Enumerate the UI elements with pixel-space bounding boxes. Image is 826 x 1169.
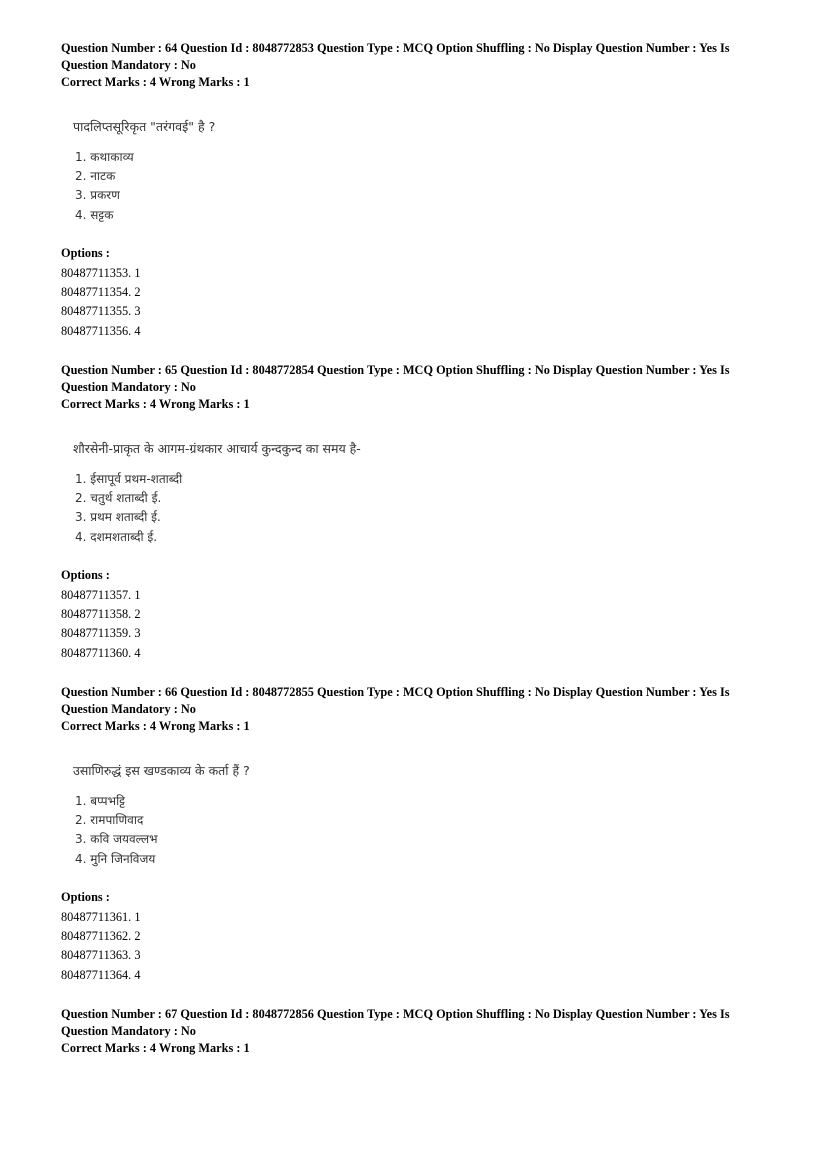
option-id-item: 80487711355. 3 — [61, 304, 141, 319]
choice-item: 2. रामपाणिवाद — [75, 813, 144, 828]
option-id-item: 80487711363. 3 — [61, 948, 141, 963]
options-list — [61, 586, 261, 663]
question-marks: Correct Marks : 4 Wrong Marks : 1 — [61, 75, 250, 89]
question-meta — [61, 684, 730, 735]
question-marks: Correct Marks : 4 Wrong Marks : 1 — [61, 719, 250, 733]
options-label: Options : — [61, 890, 110, 904]
question-text: पादलिप्तसूरिकृत "तरंगवई" है ? — [73, 119, 216, 134]
choice-list — [75, 792, 375, 869]
choice-list — [75, 148, 375, 225]
option-id-item: 80487711360. 4 — [61, 645, 141, 660]
choice-item: 4. सट्टक — [75, 207, 114, 222]
question-meta-line-2: Question Mandatory : No — [61, 58, 196, 72]
question-67 — [61, 1006, 730, 1057]
choice-item: 3. प्रथम शताब्दी ई. — [75, 510, 161, 525]
option-id-item: 80487711356. 4 — [61, 323, 141, 338]
choice-item: 2. नाटक — [75, 169, 116, 184]
question-meta-line-2: Question Mandatory : No — [61, 380, 196, 394]
question-meta-line-1: Question Number : 67 Question Id : 8048772856 Question Type : MCQ Option Shuffling : No Display Question Number : Yes Is — [61, 1007, 730, 1021]
option-id-item: 80487711364. 4 — [61, 967, 141, 982]
choice-list — [75, 470, 375, 547]
option-id-item: 80487711358. 2 — [61, 607, 141, 622]
question-text: शौरसेनी-प्राकृत के आगम-ग्रंथकार आचार्य कुन्दकुन्द का समय है- — [73, 441, 361, 456]
question-meta-line-2: Question Mandatory : No — [61, 1024, 196, 1038]
question-65 — [61, 362, 730, 660]
choice-item: 1. बप्पभट्टि — [75, 794, 126, 808]
question-marks: Correct Marks : 4 Wrong Marks : 1 — [61, 1041, 250, 1055]
option-id-item: 80487711354. 2 — [61, 285, 141, 300]
question-marks: Correct Marks : 4 Wrong Marks : 1 — [61, 397, 250, 411]
choice-item: 4. मुनि जिनविजय — [75, 851, 156, 866]
question-meta-line-2: Question Mandatory : No — [61, 702, 196, 716]
choice-item: 2. चतुर्थ शताब्दी ई. — [75, 491, 162, 506]
options-label: Options : — [61, 246, 110, 260]
question-meta — [61, 1006, 730, 1057]
option-id-item: 80487711359. 3 — [61, 626, 141, 641]
option-id-item: 80487711353. 1 — [61, 266, 141, 280]
question-64 — [61, 40, 730, 338]
options-list — [61, 908, 261, 985]
options-label: Options : — [61, 568, 110, 582]
question-meta-line-1: Question Number : 64 Question Id : 8048772853 Question Type : MCQ Option Shuffling : No Display Question Number : Yes Is — [61, 41, 730, 55]
choice-item: 4. दशमशताब्दी ई. — [75, 529, 158, 544]
option-id-item: 80487711362. 2 — [61, 929, 141, 944]
option-id-item: 80487711361. 1 — [61, 910, 141, 924]
choice-item: 3. प्रकरण — [75, 188, 120, 203]
option-id-item: 80487711357. 1 — [61, 588, 141, 602]
question-meta-line-1: Question Number : 65 Question Id : 8048772854 Question Type : MCQ Option Shuffling : No Display Question Number : Yes Is — [61, 363, 730, 377]
options-list — [61, 264, 261, 341]
question-text: उसाणिरुद्धं इस खण्डकाव्य के कर्ता हैं ? — [73, 763, 250, 778]
question-meta — [61, 362, 730, 413]
question-66 — [61, 684, 730, 982]
question-meta-line-1: Question Number : 66 Question Id : 8048772855 Question Type : MCQ Option Shuffling : No Display Question Number : Yes Is — [61, 685, 730, 699]
question-meta — [61, 40, 730, 91]
choice-item: 1. कथाकाव्य — [75, 150, 134, 164]
choice-item: 1. ईसापूर्व प्रथम-शताब्दी — [75, 472, 183, 486]
choice-item: 3. कवि जयवल्लभ — [75, 832, 158, 847]
